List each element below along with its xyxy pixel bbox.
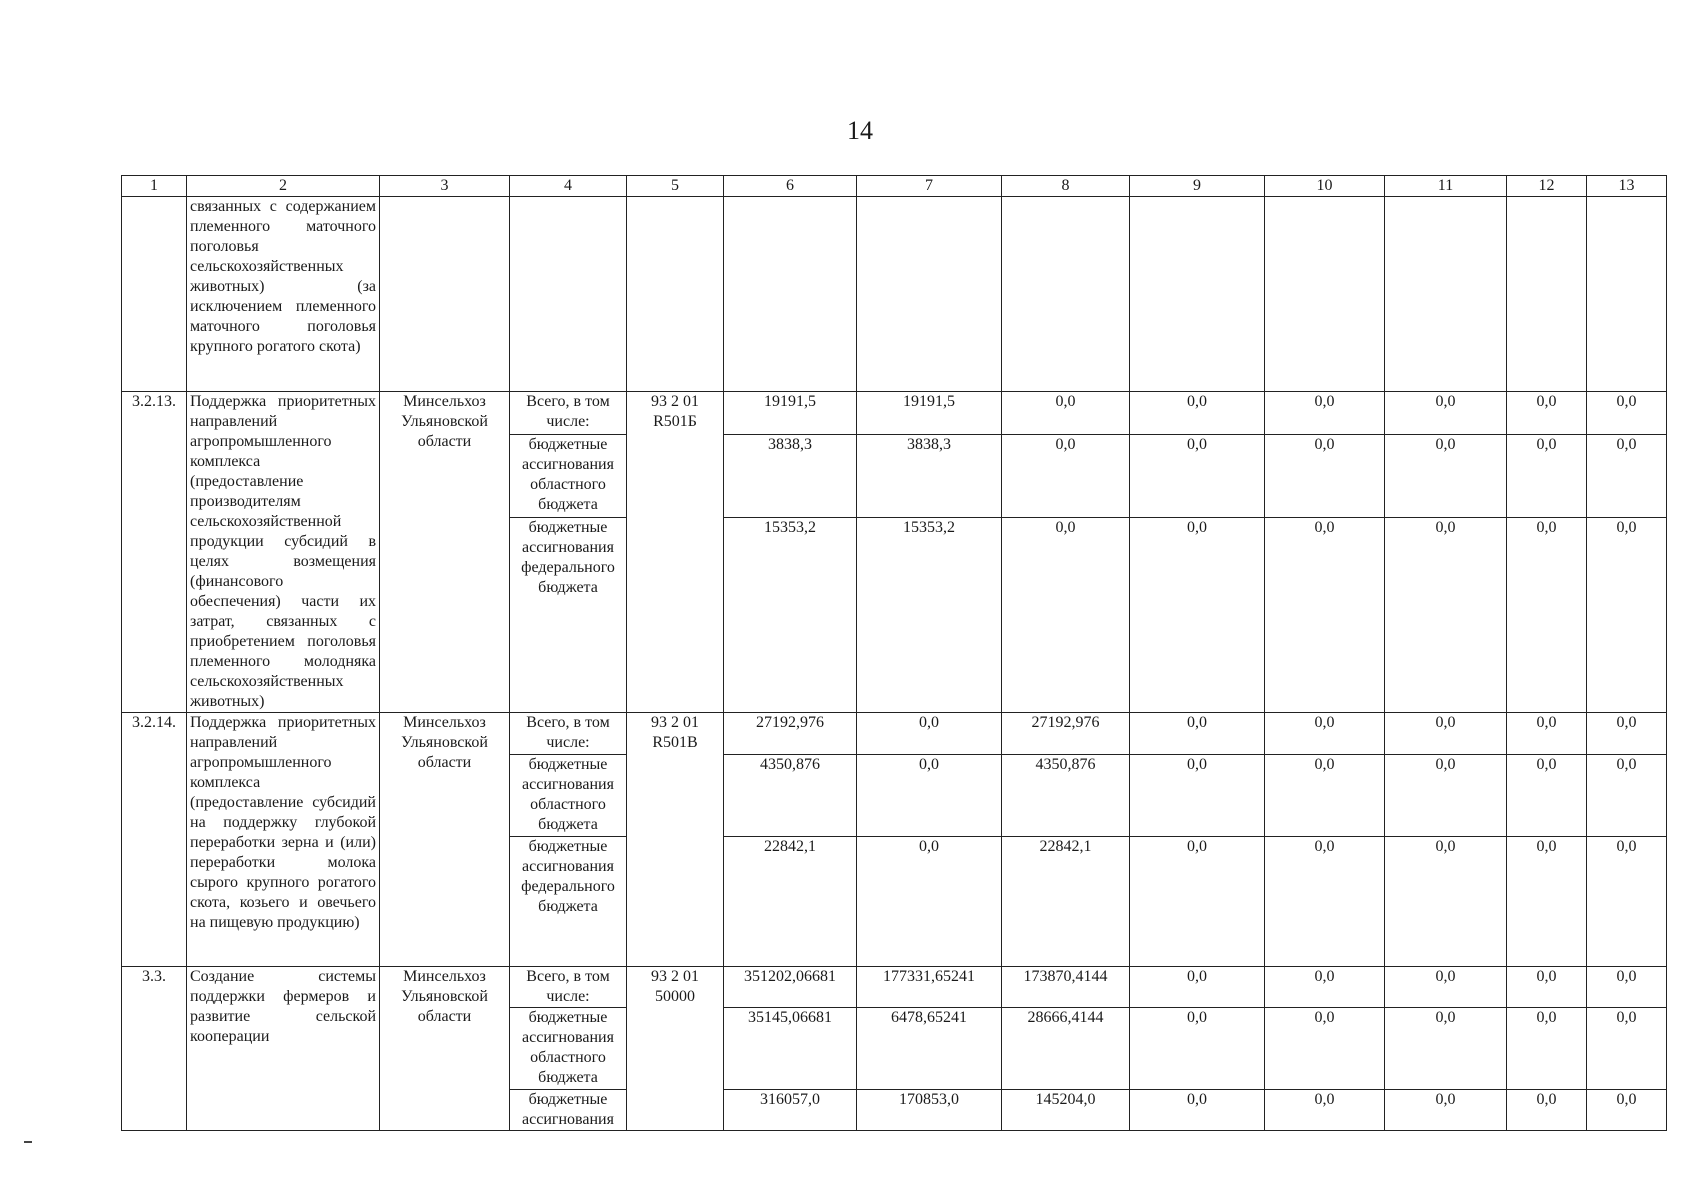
source-total: Всего, в том числе: <box>510 967 627 1008</box>
value-cell: 0,0 <box>1587 434 1667 517</box>
row-code: 93 2 01 R501Б <box>627 392 724 713</box>
value-cell: 0,0 <box>1130 517 1265 712</box>
row-code: 93 2 01 R501В <box>627 713 724 967</box>
value-cell: 0,0 <box>1507 1008 1587 1090</box>
value-cell: 0,0 <box>1130 967 1265 1008</box>
value-cell: 0,0 <box>1385 1090 1507 1131</box>
value-cell: 0,0 <box>1265 517 1385 712</box>
value-cell: 0,0 <box>1385 837 1507 967</box>
value-cell: 19191,5 <box>857 392 1002 435</box>
value-cell: 0,0 <box>1507 967 1587 1008</box>
table-row <box>122 392 1667 435</box>
col-header-7: 7 <box>857 176 1002 197</box>
continuation-text: связанных с содержанием племенного маточного поголовья сельскохозяйственных животных) (за исключением племенного маточного поголовья крупного рогатого скота) <box>187 197 380 392</box>
source-regional: бюджетные ассигнования областного бюджета <box>510 755 627 837</box>
value-cell: 0,0 <box>1002 434 1130 517</box>
value-cell: 0,0 <box>1507 517 1587 712</box>
value-cell: 0,0 <box>1587 517 1667 712</box>
value-cell: 0,0 <box>1587 755 1667 837</box>
value-cell: 0,0 <box>1385 517 1507 712</box>
row-number: 3.2.13. <box>122 392 187 713</box>
row-org: Минсельхоз Ульяновской области <box>380 713 510 967</box>
value-cell: 0,0 <box>1130 713 1265 755</box>
page-number: 14 <box>847 116 873 145</box>
value-cell: 0,0 <box>1385 755 1507 837</box>
value-cell: 35145,06681 <box>724 1008 857 1090</box>
value-cell: 0,0 <box>1265 713 1385 755</box>
value-cell: 0,0 <box>1265 1090 1385 1131</box>
cell-empty <box>122 197 187 392</box>
value-cell: 22842,1 <box>724 837 857 967</box>
row-name: Поддержка приоритетных направлений агропромышленного комплекса (предоставление субсидий на поддержку глубокой переработки зерна и (или) переработки молока сырого крупного рогатого скота, козьего и овечьего на пищевую продукцию) <box>187 713 380 967</box>
source-total: Всего, в том числе: <box>510 392 627 435</box>
value-cell: 27192,976 <box>724 713 857 755</box>
value-cell: 351202,06681 <box>724 967 857 1008</box>
source-federal: бюджетные ассигнования федерального бюджета <box>510 837 627 967</box>
source-total: Всего, в том числе: <box>510 713 627 755</box>
value-cell: 0,0 <box>1002 517 1130 712</box>
column-number-row <box>122 176 1667 197</box>
budget-table <box>121 175 1667 1131</box>
col-header-1: 1 <box>122 176 187 197</box>
row-name: Создание системы поддержки фермеров и развитие сельской кооперации <box>187 967 380 1131</box>
value-cell: 4350,876 <box>724 755 857 837</box>
value-cell: 0,0 <box>1265 967 1385 1008</box>
scan-mark <box>24 1141 32 1143</box>
source-federal: бюджетные ассигнования <box>510 1090 627 1131</box>
row-code: 93 2 01 50000 <box>627 967 724 1131</box>
value-cell: 0,0 <box>1507 1090 1587 1131</box>
value-cell: 0,0 <box>1265 1008 1385 1090</box>
row-org: Минсельхоз Ульяновской области <box>380 967 510 1131</box>
value-cell: 316057,0 <box>724 1090 857 1131</box>
value-cell: 0,0 <box>857 755 1002 837</box>
value-cell: 0,0 <box>1385 967 1507 1008</box>
table-row <box>122 967 1667 1008</box>
row-org: Минсельхоз Ульяновской области <box>380 392 510 713</box>
value-cell: 0,0 <box>1587 1008 1667 1090</box>
value-cell: 19191,5 <box>724 392 857 435</box>
value-cell: 0,0 <box>1130 837 1265 967</box>
value-cell: 0,0 <box>1002 392 1130 435</box>
value-cell: 15353,2 <box>724 517 857 712</box>
value-cell: 0,0 <box>1587 967 1667 1008</box>
col-header-2: 2 <box>187 176 380 197</box>
value-cell: 22842,1 <box>1002 837 1130 967</box>
col-header-12: 12 <box>1507 176 1587 197</box>
value-cell: 4350,876 <box>1002 755 1130 837</box>
value-cell: 0,0 <box>1385 434 1507 517</box>
value-cell: 0,0 <box>1385 713 1507 755</box>
value-cell: 0,0 <box>1265 392 1385 435</box>
value-cell: 28666,4144 <box>1002 1008 1130 1090</box>
col-header-5: 5 <box>627 176 724 197</box>
value-cell: 3838,3 <box>724 434 857 517</box>
value-cell: 0,0 <box>1587 392 1667 435</box>
value-cell: 177331,65241 <box>857 967 1002 1008</box>
value-cell: 0,0 <box>1587 1090 1667 1131</box>
value-cell: 0,0 <box>1130 1008 1265 1090</box>
value-cell: 145204,0 <box>1002 1090 1130 1131</box>
value-cell: 0,0 <box>1507 434 1587 517</box>
value-cell: 173870,4144 <box>1002 967 1130 1008</box>
row-number: 3.3. <box>122 967 187 1131</box>
col-header-3: 3 <box>380 176 510 197</box>
value-cell: 15353,2 <box>857 517 1002 712</box>
table-row <box>122 713 1667 755</box>
value-cell: 0,0 <box>1130 1090 1265 1131</box>
value-cell: 3838,3 <box>857 434 1002 517</box>
row-name: Поддержка приоритетных направлений агропромышленного комплекса (предоставление производителям сельскохозяйственной продукции субсидий в целях возмещения (финансового обеспечения) части их затрат, связанных с приобретением поголовья племенного молодняка сельскохозяйственных животных) <box>187 392 380 713</box>
col-header-11: 11 <box>1385 176 1507 197</box>
value-cell: 0,0 <box>1587 713 1667 755</box>
value-cell: 0,0 <box>1385 1008 1507 1090</box>
value-cell: 0,0 <box>1130 434 1265 517</box>
value-cell: 0,0 <box>1507 392 1587 435</box>
value-cell: 0,0 <box>1265 755 1385 837</box>
value-cell: 0,0 <box>1507 755 1587 837</box>
value-cell: 0,0 <box>857 713 1002 755</box>
value-cell: 0,0 <box>1385 392 1507 435</box>
value-cell: 0,0 <box>1507 713 1587 755</box>
value-cell: 27192,976 <box>1002 713 1130 755</box>
col-header-8: 8 <box>1002 176 1130 197</box>
source-regional: бюджетные ассигнования областного бюджета <box>510 1008 627 1090</box>
value-cell: 0,0 <box>857 837 1002 967</box>
col-header-4: 4 <box>510 176 627 197</box>
value-cell: 0,0 <box>1265 837 1385 967</box>
source-federal: бюджетные ассигнования федерального бюджета <box>510 517 627 712</box>
value-cell: 0,0 <box>1265 434 1385 517</box>
value-cell: 6478,65241 <box>857 1008 1002 1090</box>
col-header-9: 9 <box>1130 176 1265 197</box>
col-header-6: 6 <box>724 176 857 197</box>
row-number: 3.2.14. <box>122 713 187 967</box>
source-regional: бюджетные ассигнования областного бюджета <box>510 434 627 517</box>
value-cell: 0,0 <box>1587 837 1667 967</box>
value-cell: 0,0 <box>1130 755 1265 837</box>
col-header-13: 13 <box>1587 176 1667 197</box>
value-cell: 0,0 <box>1130 392 1265 435</box>
value-cell: 0,0 <box>1507 837 1587 967</box>
value-cell: 170853,0 <box>857 1090 1002 1131</box>
col-header-10: 10 <box>1265 176 1385 197</box>
continuation-row <box>122 197 1667 392</box>
